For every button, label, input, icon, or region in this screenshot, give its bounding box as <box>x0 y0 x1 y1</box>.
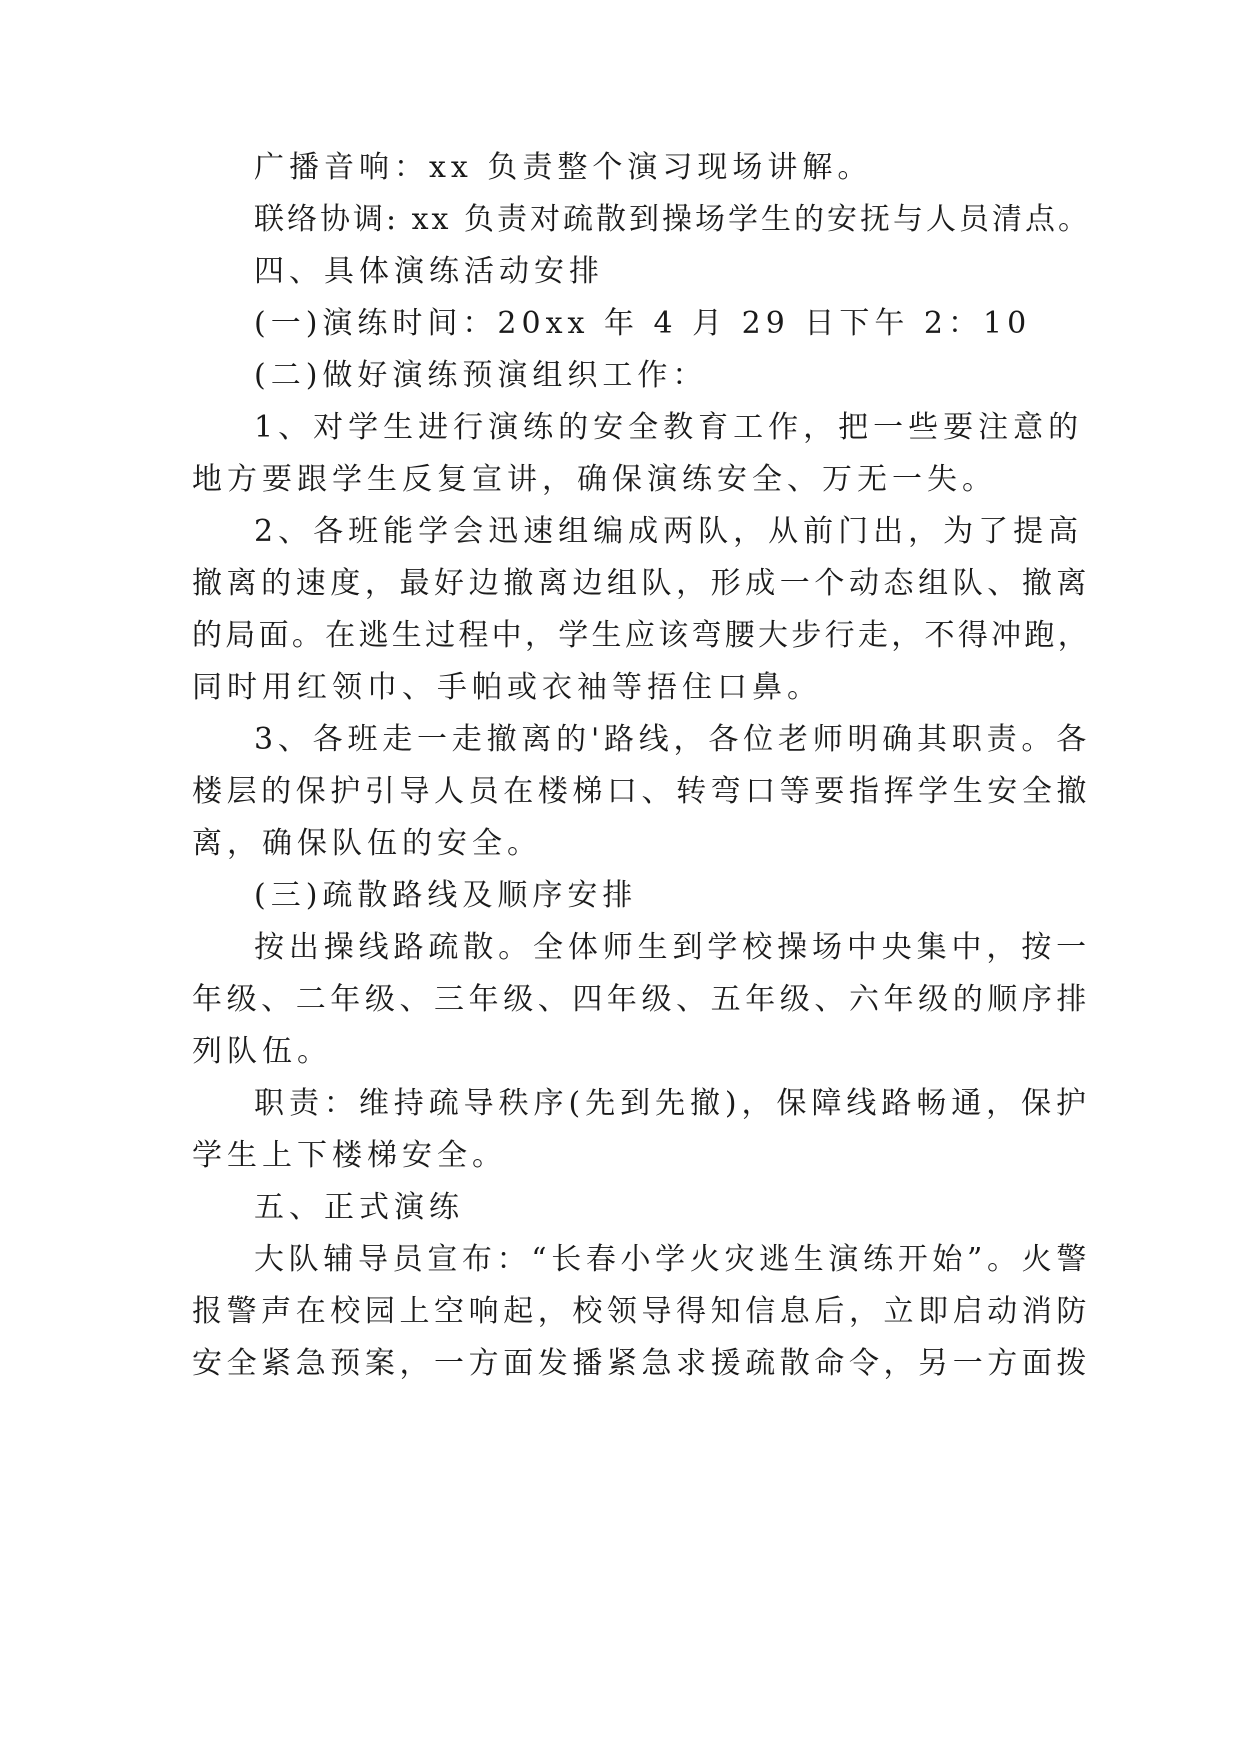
text-line: 大队辅导员宣布：“长春小学火灾逃生演练开始”。火警 <box>254 1242 1091 1277</box>
text-line: 离，确保队伍的安全。 <box>192 826 542 861</box>
subsection-heading: (三)疏散路线及顺序安排 <box>254 878 638 913</box>
text-line: 3、各班走一走撤离的'路线，各位老师明确其职责。各 <box>254 722 1091 757</box>
text-line: 按出操线路疏散。全体师生到学校操场中央集中，按一 <box>254 930 1091 965</box>
text-line: 同时用红领巾、手帕或衣袖等捂住口鼻。 <box>192 670 822 705</box>
text-line: 2、各班能学会迅速组编成两队，从前门出，为了提高 <box>254 514 1084 549</box>
text-line: 学生上下楼梯安全。 <box>192 1138 507 1173</box>
section-heading: 四、具体演练活动安排 <box>254 254 604 289</box>
text-line: (一)演练时间：20xx 年 4 月 29 日下午 2：10 <box>254 306 1032 341</box>
text-line: 安全紧急预案，一方面发播紧急求援疏散命令，另一方面拨 <box>192 1346 1091 1381</box>
text-line: 年级、二年级、三年级、四年级、五年级、六年级的顺序排 <box>192 982 1091 1017</box>
text-line: 列队伍。 <box>192 1034 332 1069</box>
text-line: 楼层的保护引导人员在楼梯口、转弯口等要指挥学生安全撤 <box>192 774 1091 809</box>
text-line: 报警声在校园上空响起，校领导得知信息后，立即启动消防 <box>192 1294 1091 1329</box>
text-line: 的局面。在逃生过程中，学生应该弯腰大步行走，不得冲跑， <box>192 618 1091 653</box>
text-line: 职责：维持疏导秩序(先到先撤)，保障线路畅通，保护 <box>254 1086 1091 1121</box>
text-line: 撤离的速度，最好边撤离边组队，形成一个动态组队、撤离 <box>192 566 1091 601</box>
subsection-heading: (二)做好演练预演组织工作： <box>254 358 708 393</box>
text-line: 广播音响：xx 负责整个演习现场讲解。 <box>254 150 873 185</box>
text-line: 地方要跟学生反复宣讲，确保演练安全、万无一失。 <box>192 462 997 497</box>
section-heading: 五、正式演练 <box>254 1190 464 1225</box>
text-line: 1、对学生进行演练的安全教育工作，把一些要注意的 <box>254 410 1084 445</box>
text-line: 联络协调: xx 负责对疏散到操场学生的安抚与人员清点。 <box>254 202 1091 237</box>
